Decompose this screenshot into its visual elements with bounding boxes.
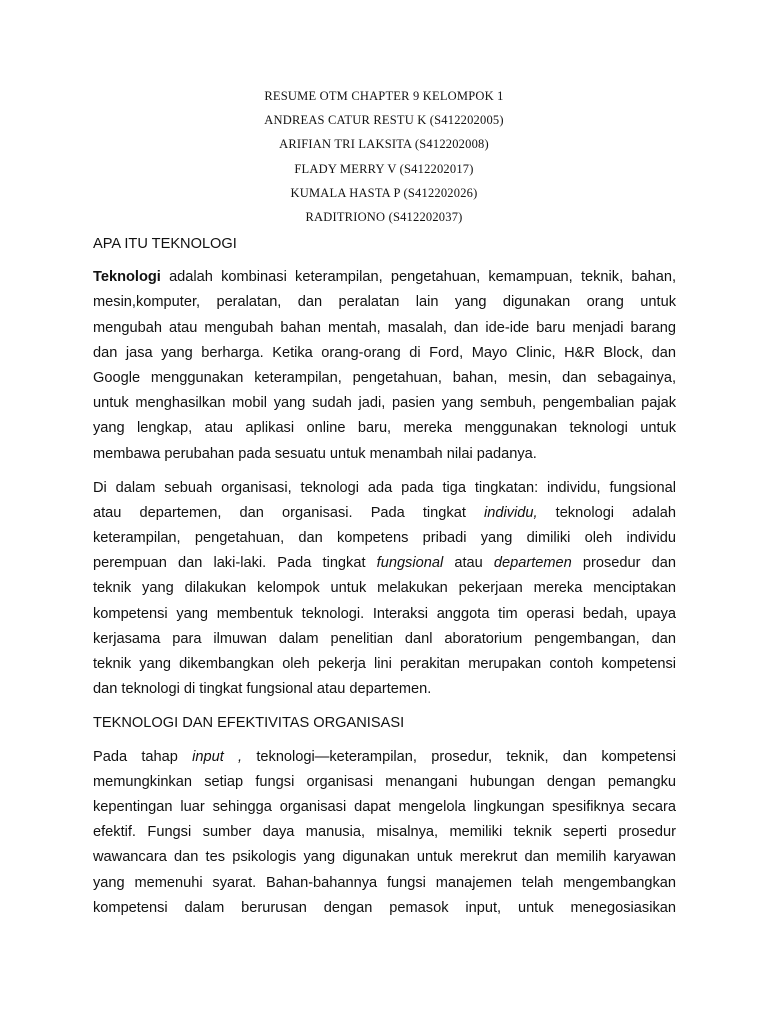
- text-line: wawancara dan tes psikologis yang digunakan untuk merekrut dan memilih karyawan: [93, 849, 676, 866]
- text-line: dan teknologi di tingkat fungsional atau departemen.: [93, 681, 432, 698]
- member-line: KUMALA HASTA P (S412202026): [290, 185, 478, 200]
- text-line: dan jasa yang berharga. Ketika orang-orang di Ford, Mayo Clinic, H&R Block, dan: [93, 344, 676, 361]
- text-line: [93, 551, 676, 576]
- text-line: kepentingan luar sehingga organisasi dapat mengelola lingkungan spesifiknya secara: [93, 798, 676, 815]
- text-line: yang memenuhi syarat. Bahan-bahannya fungsi manajemen telah mengembangkan: [93, 874, 676, 891]
- text-segment: adalah kombinasi keterampilan, pengetahuan, kemampuan, teknik, bahan,: [160, 269, 676, 286]
- document-body: [93, 232, 676, 930]
- text-line: [93, 745, 676, 770]
- text-line: [93, 501, 676, 526]
- italic-term: fungsional: [376, 555, 444, 572]
- text-segment: prosedur dan: [571, 555, 676, 572]
- member-line: RADITRIONO (S412202037): [305, 210, 463, 225]
- text-line: keterampilan, pengetahuan, dan kompetens pribadi yang dimiliki oleh individu: [93, 530, 676, 547]
- bold-term: Teknologi: [93, 269, 161, 286]
- text-line: teknik yang dilakukan kelompok untuk melakukan pekerjaan mereka menciptakan: [93, 580, 676, 597]
- paragraph-definition: [93, 265, 676, 467]
- text-line: untuk menghasilkan mobil yang sudah jadi, pasien yang sembuh, pengembalian pajak: [93, 395, 676, 412]
- italic-term: individu,: [483, 504, 538, 521]
- member-line: ANDREAS CATUR RESTU K (S412202005): [264, 113, 504, 128]
- text-line: mengubah atau mengubah bahan mentah, masalah, dan ide-ide baru menjadi barang: [93, 319, 676, 336]
- text-segment: perempuan dan laki-laki. Pada tingkat: [93, 555, 377, 572]
- text-segment: teknologi—keterampilan, prosedur, teknik, dan kompetensi: [242, 748, 676, 765]
- text-segment: teknologi adalah: [537, 504, 676, 521]
- text-line: [93, 265, 676, 290]
- section-heading-teknologi-efektivitas: TEKNOLOGI DAN EFEKTIVITAS ORGANISASI: [93, 715, 405, 732]
- text-line: efektif. Fungsi sumber daya manusia, misalnya, memiliki teknik seperti prosedur: [93, 824, 676, 841]
- text-line: kompetensi dalam berurusan dengan pemasok input, untuk menegosiasikan: [93, 899, 676, 916]
- text-line: kerjasama para ilmuwan dalam penelitian danl aboratorium pengembangan, dan: [93, 630, 676, 647]
- italic-term: input ,: [192, 748, 243, 765]
- paragraph-levels: [93, 476, 676, 703]
- text-line: mesin,komputer, peralatan, dan peralatan lain yang digunakan orang untuk: [93, 294, 676, 311]
- text-line: kompetensi yang membentuk teknologi. Interaksi anggota tim operasi bedah, upaya: [93, 605, 676, 622]
- document-header: [0, 84, 768, 229]
- member-line: ARIFIAN TRI LAKSITA (S412202008): [279, 137, 489, 152]
- section-heading-apa-itu-teknologi: APA ITU TEKNOLOGI: [93, 236, 237, 252]
- text-line: membawa perubahan pada sesuatu untuk menambah nilai padanya.: [93, 445, 537, 462]
- document-title: RESUME OTM CHAPTER 9 KELOMPOK 1: [264, 89, 504, 103]
- text-line: Di dalam sebuah organisasi, teknologi ada pada tiga tingkatan: individu, fungsional: [93, 479, 676, 496]
- paragraph-input-stage: [93, 745, 676, 921]
- text-segment: Pada tahap: [93, 748, 193, 765]
- text-segment: atau departemen, dan organisasi. Pada tingkat: [93, 504, 484, 521]
- text-segment: atau: [443, 555, 494, 572]
- italic-term: departemen: [493, 555, 572, 572]
- member-line: FLADY MERRY V (S412202017): [294, 161, 474, 176]
- text-line: Google menggunakan keterampilan, pengetahuan, bahan, mesin, dan sebagainya,: [93, 369, 676, 386]
- text-line: teknik yang dikembangkan oleh pekerja lini perakitan merupakan contoh kompetensi: [93, 656, 676, 673]
- text-line: memungkinkan setiap fungsi organisasi menangani hubungan dengan pemangku: [93, 773, 676, 790]
- text-line: yang lengkap, atau aplikasi online baru, mereka menggunakan teknologi untuk: [93, 420, 676, 437]
